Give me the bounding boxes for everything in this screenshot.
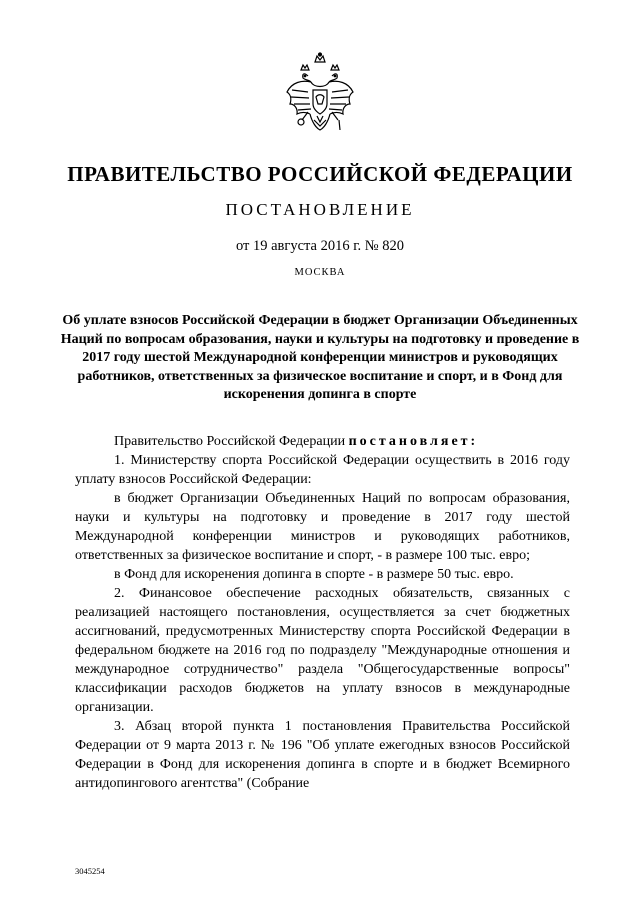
document-type: ПОСТАНОВЛЕНИЕ (225, 200, 415, 219)
document-city: МОСКВА (294, 267, 346, 278)
preamble-text: Правительство Российской Федерации (114, 434, 349, 449)
item-1a-paragraph: в бюджет Организации Объединенных Наций по вопросам образования, науки и культуры на подготовку и проведение в 2017 году шестой Международной конференции министров и руководящих работников, ответственных за физическое воспитание и спорт, - в размере 100 тыс. евро; (75, 491, 570, 563)
page-code: 3045254 (75, 866, 105, 876)
preamble-decree-word: постановляет: (348, 434, 479, 449)
document-subject: Об уплате взносов Российской Федерации в бюджет Организации Объединенных Наций по вопросам образования, науки и культуры на подготовку и проведение в 2017 году шестой Международной конференции министров и руководящих работников, ответственных за физическое воспитание и спорт, и в Фонд для искоренения допинга в спорте (60, 313, 580, 402)
item-1b-paragraph: в Фонд для искоренения допинга в спорте - в размере 50 тыс. евро. (114, 567, 514, 582)
coat-of-arms-emblem (284, 52, 356, 138)
preamble-paragraph (75, 432, 570, 451)
document-date-number: от 19 августа 2016 г. № 820 (235, 238, 405, 254)
item-2-paragraph: 2. Финансовое обеспечение расходных обязательств, связанных с реализацией настоящего постановления, осуществляется за счет бюджетных ассигнований, предусмотренных Министерству спорта Российской Федерации в федеральном бюджете на 2016 год по подразделу "Международные отношения и международное сотрудничество" раздела "Общегосударственные вопросы" классификации расходов бюджетов на уплату взносов в международные организации. (75, 586, 570, 715)
item-3-paragraph: 3. Абзац второй пункта 1 постановления Правительства Российской Федерации от 9 марта 2013 г. № 196 "Об уплате ежегодных взносов Российской Федерации в Фонд для искоренения допинга в спорте и в бюджет Всемирного антидопингового агентства" (Собрание (75, 719, 570, 791)
authority-title: ПРАВИТЕЛЬСТВО РОССИЙСКОЙ ФЕДЕРАЦИИ (67, 162, 573, 186)
document-body (75, 432, 570, 793)
item-1-paragraph: 1. Министерству спорта Российской Федерации осуществить в 2016 году уплату взносов Российской Федерации: (75, 453, 570, 487)
